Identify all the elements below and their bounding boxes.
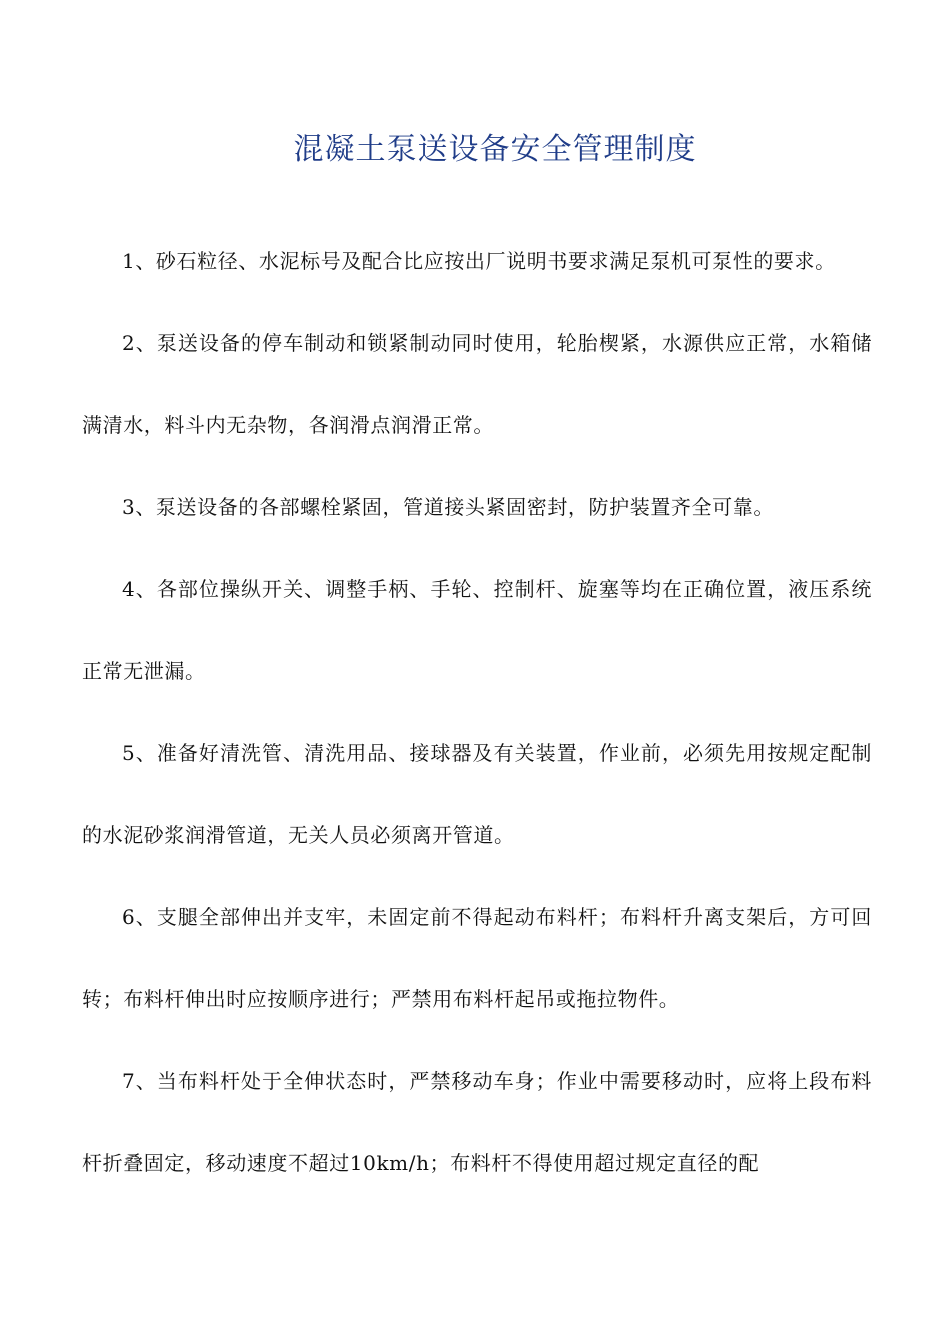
paragraph-6: 6、支腿全部伸出并支牢，未固定前不得起动布料杆；布料杆升离支架后，方可回转；布料杆伸出时应按顺序进行；严禁用布料杆起吊或拖拉物件。: [82, 905, 872, 1011]
paragraph-3: 3、泵送设备的各部螺栓紧固，管道接头紧固密封，防护装置齐全可靠。: [122, 495, 774, 519]
paragraph-5: 5、准备好清洗管、清洗用品、接球器及有关装置，作业前，必须先用按规定配制的水泥砂浆润滑管道，无关人员必须离开管道。: [82, 741, 872, 847]
paragraph-2: 2、泵送设备的停车制动和锁紧制动同时使用，轮胎楔紧，水源供应正常，水箱储满清水，料斗内无杂物，各润滑点润滑正常。: [82, 331, 872, 437]
paragraph-7: 7、当布料杆处于全伸状态时，严禁移动车身；作业中需要移动时，应将上段布料杆折叠固定，移动速度不超过10km/h；布料杆不得使用超过规定直径的配: [82, 1069, 872, 1175]
page-title: 混凝土泵送设备安全管理制度: [293, 132, 697, 167]
paragraph-4: 4、各部位操纵开关、调整手柄、手轮、控制杆、旋塞等均在正确位置，液压系统正常无泄漏。: [82, 577, 872, 683]
document-body: [82, 220, 872, 1204]
paragraph-1: 1、砂石粒径、水泥标号及配合比应按出厂说明书要求满足泵机可泵性的要求。: [122, 249, 836, 273]
